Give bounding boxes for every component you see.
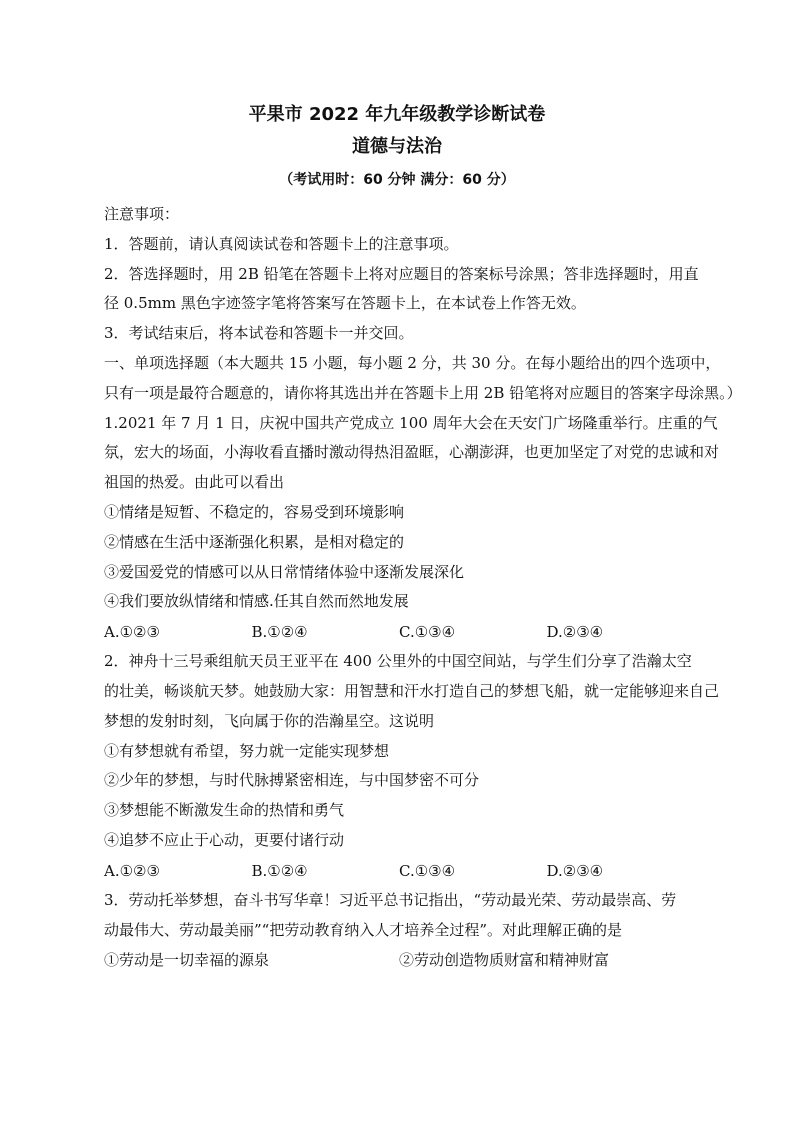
q2-option-b: B.①②④ xyxy=(251,861,308,880)
q2-option-c: C.①③④ xyxy=(399,861,456,880)
q2-line-2: 的壮美，畅谈航天梦。她鼓励大家：用智慧和汗水打造自己的梦想飞船，就一定能够迎来自己 xyxy=(104,681,720,700)
section-1-line-1: 一、单项选择题（本大题共 15 小题，每小题 2 分，共 30 分。在每小题给出的四个选项中， xyxy=(104,353,721,372)
q2-statement-2: ②少年的梦想，与时代脉搏紧密相连，与中国梦密不可分 xyxy=(104,771,480,790)
section-1-line-2: 只有一项是最符合题意的，请你将其选出并在答题卡上用 2B 铅笔将对应题目的答案字母涂黑。） xyxy=(104,383,742,402)
q2-line-1: 2．神舟十三号乘组航天员王亚平在 400 公里外的中国空间站，与学生们分享了浩瀚太空 xyxy=(104,652,692,671)
note-2-line-2: 径 0.5mm 黑色字迹签字笔将答案写在答题卡上，在本试卷上作答无效。 xyxy=(104,294,586,313)
exam-body xyxy=(104,200,742,975)
q1-line-1: 1.2021 年 7 月 1 日，庆祝中国共产党成立 100 周年大会在天安门广场隆重举行。庄重的气 xyxy=(104,413,718,432)
q3-line-1: 3．劳动托举梦想，奋斗书写华章！习近平总书记指出，“劳动最光荣、劳动最崇高、劳 xyxy=(104,890,677,909)
q3-statement-1: ①劳动是一切幸福的源泉 xyxy=(104,951,270,970)
q1-line-2: 氛，宏大的场面，小海收看直播时激动得热泪盈眶，心潮澎湃，也更加坚定了对党的忠诚和对 xyxy=(104,443,720,462)
q1-option-d: D.②③④ xyxy=(546,623,604,642)
q3-statements xyxy=(104,945,694,975)
q2-line-3: 梦想的发射时刻，飞向属于你的浩瀚星空。这说明 xyxy=(104,711,435,730)
q1-statement-3: ③爱国爱党的情感可以从日常情绪体验中逐渐发展深化 xyxy=(104,562,465,581)
note-1: 1．答题前，请认真阅读试卷和答题卡上的注意事项。 xyxy=(104,234,459,253)
note-3: 3．考试结束后，将本试卷和答题卡一并交回。 xyxy=(104,324,414,343)
notes-heading: 注意事项： xyxy=(104,205,180,223)
q1-option-a: A.①②③ xyxy=(104,623,160,642)
exam-info: （考试用时：60 分钟 满分：60 分） xyxy=(279,172,515,188)
q1-statement-4: ④我们要放纵情绪和情感.任其自然而然地发展 xyxy=(104,592,409,611)
q1-statement-1: ①情绪是短暂、不稳定的，容易受到环境影响 xyxy=(104,502,405,521)
q2-statement-4: ④追梦不应止于心动，更要付诸行动 xyxy=(104,830,345,849)
q2-statement-3: ③梦想能不断激发生命的热情和勇气 xyxy=(104,801,345,820)
subject-title: 道德与法治 xyxy=(352,136,442,157)
q3-line-2: 动最伟大、劳动最美丽”“把劳动教育纳入人才培养全过程”。对此理解正确的是 xyxy=(104,920,623,939)
exam-title: 平果市 2022 年九年级教学诊断试卷 xyxy=(248,104,546,125)
q1-statement-2: ②情感在生活中逐渐强化积累，是相对稳定的 xyxy=(104,532,405,551)
q2-options xyxy=(104,856,694,886)
q2-option-d: D.②③④ xyxy=(546,861,604,880)
q3-statement-2: ②劳动创造物质财富和精神财富 xyxy=(399,951,610,970)
q1-option-b: B.①②④ xyxy=(251,623,308,642)
q1-line-3: 祖国的热爱。由此可以看出 xyxy=(104,473,285,492)
q1-options xyxy=(104,617,694,647)
q2-statement-1: ①有梦想就有希望，努力就一定能实现梦想 xyxy=(104,741,390,760)
q2-option-a: A.①②③ xyxy=(104,861,160,880)
note-2-line-1: 2．答选择题时，用 2B 铅笔在答题卡上将对应题目的答案标号涂黑；答非选择题时，用直 xyxy=(104,264,699,283)
q1-option-c: C.①③④ xyxy=(399,623,456,642)
